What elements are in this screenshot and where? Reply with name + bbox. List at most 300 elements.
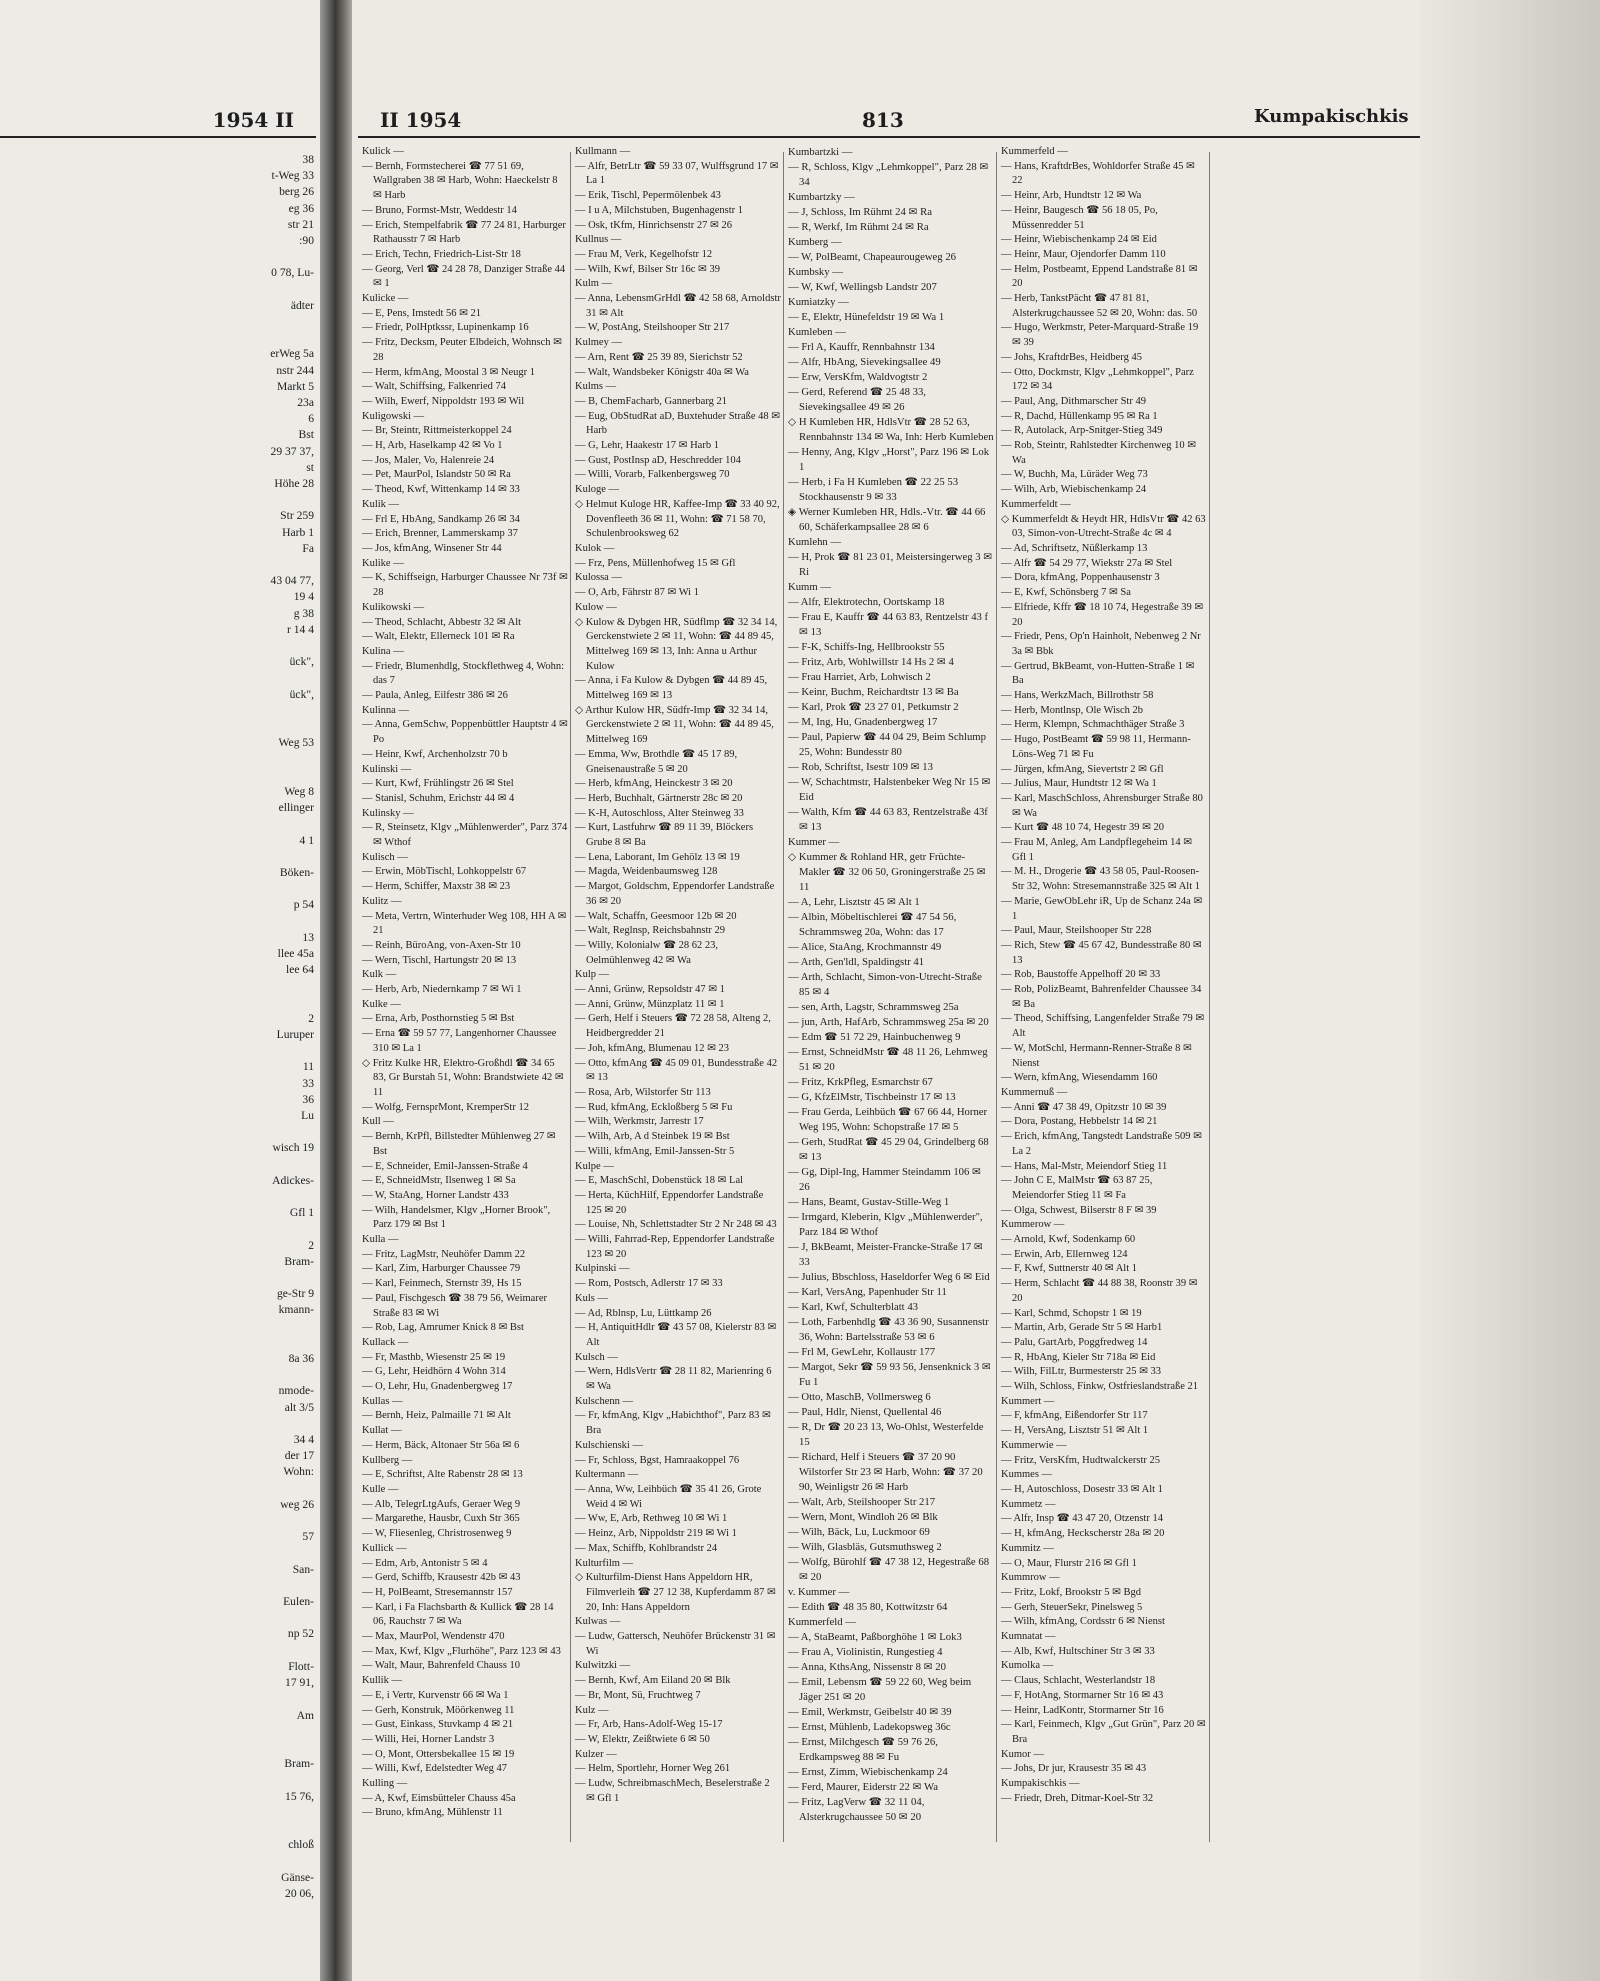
directory-entry: Kull —	[362, 1116, 394, 1128]
directory-entry: Kuloge —	[575, 484, 620, 496]
directory-entry: Kumbartzky —	[788, 191, 855, 203]
directory-entry: — Wern, kfmAng, Wiesendamm 160	[1001, 1072, 1158, 1084]
directory-entry: Kumbartzki —	[788, 146, 853, 158]
directory-entry: — Gg, Dipl-Ing, Hammer Steindamm 106 ✉ 26	[788, 1166, 981, 1193]
column-divider	[1209, 152, 1210, 1842]
directory-entry: Kulling —	[362, 1778, 408, 1790]
left-fragment-line: 4 1	[299, 833, 314, 847]
directory-entry: — Jürgen, kfmAng, Sievertstr 2 ✉ Gfl	[1001, 763, 1164, 775]
directory-entry: — Wilh, Kwf, Bilser Str 16c ✉ 39	[575, 263, 720, 275]
directory-entry: — O, Lehr, Hu, Gnadenbergweg 17	[362, 1381, 513, 1393]
directory-entry: Kultermann —	[575, 1469, 639, 1481]
directory-entry: — F-K, Schiffs-Ing, Hellbrookstr 55	[788, 641, 945, 653]
directory-entry: — E, Schriftst, Alte Rabenstr 28 ✉ 13	[362, 1469, 523, 1481]
directory-entry: — Karl, Schmd, Schopstr 1 ✉ 19	[1001, 1307, 1142, 1319]
directory-entry: — Gerh, StudRat ☎ 45 29 04, Grindelberg 68 ✉ 13	[788, 1136, 989, 1163]
directory-entry: — Paula, Anleg, Eilfestr 386 ✉ 26	[362, 690, 508, 702]
running-head: Kumpakischkis	[1254, 106, 1409, 127]
directory-entry: Kulpe —	[575, 1160, 614, 1172]
left-fragment-line: eg 36	[288, 201, 314, 215]
directory-entry: — O, Arb, Fährstr 87 ✉ Wi 1	[575, 587, 699, 599]
left-fragment-line	[2, 978, 322, 994]
left-fragment-line: g 38	[293, 606, 314, 620]
directory-entry: — Erwin, Arb, Ellernweg 124	[1001, 1248, 1128, 1260]
directory-entry: — Alfr ☎ 54 29 77, Wiekstr 27a ✉ Stel	[1001, 557, 1173, 569]
directory-entry: — W, StaAng, Horner Landstr 433	[362, 1189, 509, 1201]
left-fragment-line: st	[306, 460, 314, 474]
directory-entry: — Arth, Schlacht, Simon-von-Utrecht-Straße 85 ✉ 4	[788, 971, 982, 998]
directory-entry: — Kurt, Kwf, Frühlingstr 26 ✉ Stel	[362, 778, 514, 790]
left-fragment-line: 29 37 37,	[270, 444, 314, 458]
directory-entry: Kummert —	[1001, 1395, 1055, 1407]
left-fragment-line	[2, 1189, 322, 1205]
directory-entry: — A, Kwf, Eimsbütteler Chauss 45a	[362, 1792, 516, 1804]
directory-entry: ◇ Helmut Kuloge HR, Kaffee-Imp ☎ 33 40 92, Dovenfleeth 36 ✉ 11, Wohn: ☎ 71 58 70, Schulenbrooksweg 62	[575, 498, 780, 540]
directory-entry: — Margot, Sekr ☎ 59 93 56, Jensenknick 3 ✉ Fu 1	[788, 1361, 991, 1388]
directory-entry: — Dora, kfmAng, Poppenhausenstr 3	[1001, 572, 1160, 584]
directory-entry: — Wilh, Arb, A d Steinbek 19 ✉ Bst	[575, 1131, 730, 1143]
left-fragment-line: 13	[302, 930, 314, 944]
left-fragment-line: t-Weg 33	[271, 169, 314, 183]
directory-entry: — Palu, GartArb, Poggfredweg 14	[1001, 1336, 1148, 1348]
left-fragment-line: Harb 1	[282, 525, 314, 539]
directory-entry: — Wilh, Schloss, Finkw, Ostfrieslandstraße 21	[1001, 1381, 1199, 1393]
left-fragment-line	[2, 1772, 322, 1788]
directory-entry: — Frau M, Verk, Kegelhofstr 12	[575, 248, 713, 260]
directory-entry: Kulms —	[575, 381, 617, 393]
directory-entry: — Reinh, BüroAng, von-Axen-Str 10	[362, 939, 521, 951]
left-fragment-line	[2, 768, 322, 784]
directory-entry: — Bernh, KrPfl, Billstedter Mühlenweg 27 ✉ Bst	[362, 1131, 556, 1157]
left-fragment-line: Bst	[298, 428, 314, 442]
directory-entry: — Wilh, Bäck, Lu, Luckmoor 69	[788, 1526, 930, 1538]
directory-entry: Kulla —	[362, 1234, 399, 1246]
directory-entry: — Herb, i Fa H Kumleben ☎ 22 25 53 Stockhausenstr 9 ✉ 33	[788, 476, 959, 503]
directory-entry: — Walth, Kfm ☎ 44 63 83, Rentzelstraße 43f ✉ 13	[788, 806, 988, 833]
column-divider	[570, 152, 571, 1842]
left-fragment-line: Flott-	[288, 1659, 314, 1673]
directory-entry: — Louise, Nh, Schlettstadter Str 2 Nr 248 ✉ 43	[575, 1219, 777, 1231]
directory-entry: Kulturfilm —	[575, 1557, 634, 1569]
directory-entry: — Kurt ☎ 48 10 74, Hegestr 39 ✉ 20	[1001, 822, 1165, 834]
directory-entry: Kummernuß —	[1001, 1087, 1068, 1098]
left-fragment-line	[2, 1853, 322, 1869]
directory-entry: — Fritz, Decksm, Peuter Elbdeich, Wohnsch ✉ 28	[362, 337, 562, 363]
page-margin	[1420, 0, 1600, 1981]
directory-entry: Kulisch —	[362, 851, 408, 863]
directory-entry: — Bernh, Kwf, Am Eiland 20 ✉ Blk	[575, 1675, 731, 1687]
directory-entry: Kumiatzky —	[788, 296, 849, 308]
left-fragment-line: 20 06,	[285, 1886, 314, 1900]
left-fragment-line: 38	[302, 153, 314, 166]
directory-entry: Kulow —	[575, 601, 617, 613]
directory-entry: — Erna ☎ 59 57 77, Langenhorner Chaussee 310 ✉ La 1	[362, 1028, 557, 1054]
left-fragment-line: 19 4	[293, 590, 314, 604]
page-number: 813	[862, 108, 904, 132]
directory-entry: — M, Ing, Hu, Gnadenbergweg 17	[788, 716, 938, 728]
directory-entry: — Ferd, Maurer, Eiderstr 22 ✉ Wa	[788, 1781, 938, 1793]
directory-entry: — A, Lehr, Lisztstr 45 ✉ Alt 1	[788, 896, 920, 908]
directory-entry: — Erich, Techn, Friedrich-List-Str 18	[362, 248, 521, 260]
directory-entry: — G, Lehr, Heidhörn 4 Wohn 314	[362, 1366, 506, 1378]
directory-entry: — G, Lehr, Haakestr 17 ✉ Harb 1	[575, 440, 719, 452]
directory-entry: — R, Dachd, Hüllenkamp 95 ✉ Ra 1	[1001, 410, 1158, 422]
directory-entry: — Alb, Kwf, Hultschiner Str 3 ✉ 33	[1001, 1645, 1155, 1657]
left-page-header: 1954 II	[212, 108, 294, 132]
directory-entry: Kummerwie —	[1001, 1439, 1067, 1451]
directory-entry: — Ad, Rblnsp, Lu, Lüttkamp 26	[575, 1307, 712, 1319]
left-fragment-line: 11	[302, 1060, 314, 1074]
directory-entry: — Willy, Kolonialw ☎ 28 62 23, Oelmühlenweg 42 ✉ Wa	[575, 939, 719, 966]
directory-entry: Kulsch —	[575, 1351, 618, 1363]
directory-entry: ◇ Arthur Kulow HR, Südfr-Imp ☎ 32 34 14, Gerckenstwiete 2 ✉ 11, Wohn: ☎ 44 89 45, Mittelweg 169	[575, 704, 774, 746]
left-fragment-line	[2, 1740, 322, 1756]
directory-entry: — Frl E, HbAng, Sandkamp 26 ✉ 34	[362, 513, 520, 525]
directory-entry: — Helm, Postbeamt, Eppend Landstraße 81 ✉ 20	[1001, 263, 1198, 290]
directory-entry: — Hans, Beamt, Gustav-Stille-Weg 1	[788, 1196, 950, 1208]
left-fragment-line	[2, 557, 322, 573]
directory-entry: — Walt, Wandsbeker Königstr 40a ✉ Wa	[575, 366, 749, 378]
left-fragment-line: 34 4	[293, 1433, 314, 1447]
directory-entry: — Otto, MaschB, Vollmersweg 6	[788, 1391, 931, 1403]
left-fragment-line: 2	[308, 1011, 314, 1025]
directory-entry: — Heinr, Maur, Ojendorfer Damm 110	[1001, 248, 1166, 260]
left-fragment-line: Gfl 1	[289, 1206, 314, 1220]
directory-entry: — Karl, Feinmech, Klgv „Gut Grün", Parz 20 ✉ Bra	[1001, 1719, 1206, 1745]
directory-entry: — Bruno, Formst-Mstr, Weddestr 14	[362, 204, 517, 216]
directory-entry: — Pet, MaurPol, Islandstr 50 ✉ Ra	[362, 469, 511, 481]
left-fragment-line	[2, 1545, 322, 1561]
right-page-header-year: II 1954	[380, 108, 462, 132]
directory-entry: — Rob, Steintr, Rahlstedter Kirchenweg 10 ✉ Wa	[1001, 440, 1197, 466]
directory-entry: — Karl, MaschSchloss, Ahrensburger Straße 80 ✉ Wa	[1001, 792, 1203, 819]
directory-entry: — Rob, Lag, Amrumer Knick 8 ✉ Bst	[362, 1322, 524, 1334]
directory-entry: — Heinr, Baugesch ☎ 56 18 05, Po, Müssenredder 51	[1001, 204, 1158, 231]
left-fragment-line: np 52	[287, 1627, 314, 1641]
directory-entry: ◇ Kulow & Dybgen HR, Südflmp ☎ 32 34 14, Gerckenstwiete 2 ✉ 11, Wohn: ☎ 44 89 45, Mittelweg 169 ✉ 13, Inh: Anna u Arthur Kulow	[575, 616, 778, 672]
directory-entry: — Joh, kfmAng, Blumenau 12 ✉ 23	[575, 1042, 730, 1054]
directory-entry: — Rob, Schriftst, Isestr 109 ✉ 13	[788, 761, 933, 773]
directory-entry: — Wolfg, Bürohlf ☎ 47 38 12, Hegestraße 68 ✉ 20	[788, 1556, 990, 1583]
directory-entry: Kulikowski —	[362, 601, 425, 613]
directory-entry: — jun, Arth, HafArb, Schrammsweg 25a ✉ 20	[788, 1016, 989, 1028]
directory-entry: — H, PolBeamt, Stresemannstr 157	[362, 1586, 513, 1598]
directory-entry: ◇ Kulturfilm-Dienst Hans Appeldorn HR, Filmverleih ☎ 27 12 38, Kupferdamm 87 ✉ 20, Inh: Hans Appeldorn	[575, 1572, 776, 1613]
left-fragment-line: :90	[299, 234, 314, 248]
left-page	[0, 0, 330, 1981]
left-fragment-line: Weg 53	[278, 736, 314, 750]
directory-entry: — Herm, Bäck, Altonaer Str 56a ✉ 6	[362, 1439, 520, 1451]
directory-entry: Kulle —	[362, 1483, 399, 1495]
directory-entry: — Wern, HdlsVertr ☎ 28 11 82, Marienring 6 ✉ Wa	[575, 1366, 772, 1393]
left-fragment-line: Weg 8	[284, 784, 314, 798]
directory-entry: — W, Buchh, Ma, Lüräder Weg 73	[1001, 469, 1148, 481]
directory-entry: — Karl, i Fa Flachsbarth & Kullick ☎ 28 14 06, Rauchstr 7 ✉ Wa	[362, 1601, 554, 1628]
directory-entry: — Claus, Schlacht, Westerlandstr 18	[1001, 1675, 1156, 1687]
directory-entry: — H, AntiquitHdlr ☎ 43 57 08, Kielerstr 83 ✉ Alt	[575, 1322, 777, 1348]
directory-entry: — Elfriede, Kffr ☎ 18 10 74, Hegestraße 39 ✉ 20	[1001, 601, 1204, 628]
directory-entry: — Gerh, Helf i Steuers ☎ 72 28 58, Alteng 2, Heidbergredder 21	[575, 1013, 771, 1040]
directory-entry: — E, SchneidMstr, Ilsenweg 1 ✉ Sa	[362, 1175, 516, 1187]
left-fragment-line: nmode-	[278, 1384, 314, 1398]
directory-entry: — Walt, Reglnsp, Reichsbahnstr 29	[575, 925, 726, 937]
left-fragment-line: 33	[302, 1076, 314, 1090]
left-fragment-line: 8a 36	[288, 1352, 314, 1366]
directory-entry: — Walt, Elektr, Ellerneck 101 ✉ Ra	[362, 631, 515, 643]
left-fragment-line: ellinger	[278, 801, 314, 815]
directory-entry: — Margot, Goldschm, Eppendorfer Landstraße 36 ✉ 20	[575, 881, 775, 907]
left-header-rule	[0, 136, 316, 138]
directory-entry: — Gust, PostInsp aD, Heschredder 104	[575, 454, 741, 466]
directory-entry: — E, MaschSchl, Dobenstück 18 ✉ Lal	[575, 1175, 744, 1187]
left-fragment-line	[2, 703, 322, 719]
left-fragment-line	[2, 816, 322, 832]
directory-entry: — Wern, Mont, Windloh 26 ✉ Blk	[788, 1511, 938, 1523]
directory-entry: — Erw, VersKfm, Waldvogtstr 2	[788, 371, 928, 383]
directory-entry: — Frl A, Kauffr, Rennbahnstr 134	[788, 341, 935, 353]
directory-entry: — Herb, Montlnsp, Ole Wisch 2b	[1001, 704, 1143, 716]
directory-entry: — Herb, Buchhalt, Gärtnerstr 28c ✉ 20	[575, 792, 743, 804]
directory-entry: — G, KfzElMstr, Tischbeinstr 17 ✉ 13	[788, 1091, 956, 1103]
directory-entry: — Wilh, Arb, Wiebischenkamp 24	[1001, 484, 1147, 496]
directory-entry: — E, Schneider, Emil-Janssen-Straße 4	[362, 1160, 528, 1172]
left-fragment-line	[2, 1124, 322, 1140]
directory-entry: Kummerfeld —	[1001, 146, 1068, 157]
left-fragment-line: alt 3/5	[284, 1400, 314, 1414]
left-fragment-line	[2, 314, 322, 330]
directory-entry: — Julius, Maur, Hundtstr 12 ✉ Wa 1	[1001, 778, 1157, 790]
directory-entry: — Paul, Hdlr, Nienst, Quellental 46	[788, 1406, 942, 1418]
directory-entry: — Loth, Farbenhdlg ☎ 43 36 90, Susannenstr 36, Wohn: Bartelsstraße 53 ✉ 6	[788, 1316, 989, 1343]
left-fragment-line	[2, 995, 322, 1011]
directory-entry: — Anna, GemSchw, Poppenbüttler Hauptstr 4 ✉ Po	[362, 719, 568, 746]
directory-entry: — H, Prok ☎ 81 23 01, Meistersingerweg 3 ✉ Ri	[788, 551, 993, 578]
directory-entry: — W, Schachtmstr, Halstenbeker Weg Nr 15 ✉ Eid	[788, 776, 991, 803]
directory-entry: Kullick —	[362, 1542, 407, 1554]
left-fragment-line: wisch 19	[272, 1141, 314, 1155]
directory-entry: — Richard, Helf i Steuers ☎ 37 20 90 Wilstorfer Str 23 ✉ Harb, Wohn: ☎ 37 20 90, Weinligstr 26 ✉ Harb	[788, 1451, 983, 1493]
directory-entry: — W, Kwf, Wellingsb Landstr 207	[788, 281, 937, 293]
left-fragment-line: weg 26	[280, 1497, 314, 1511]
directory-entry: — O, Mont, Ottersbekallee 15 ✉ 19	[362, 1748, 515, 1760]
directory-entry: — Erich, Brenner, Lammerskamp 37	[362, 528, 518, 540]
directory-entry: — Willi, kfmAng, Emil-Janssen-Str 5	[575, 1145, 735, 1157]
directory-entry: — Alb, TelegrLtgAufs, Geraer Weg 9	[362, 1498, 521, 1510]
directory-entry: — A, StaBeamt, Paßborghöhe 1 ✉ Lok3	[788, 1631, 962, 1643]
left-fragment-line: 15 76,	[285, 1789, 314, 1803]
directory-entry: — Johs, KraftdrBes, Heidberg 45	[1001, 351, 1142, 363]
directory-entry: Kulke —	[362, 998, 401, 1010]
directory-entry: — Willi, Vorarb, Falkenbergsweg 70	[575, 469, 730, 481]
directory-entry: ◇ H Kumleben HR, HdlsVtr ☎ 28 52 63, Rennbahnstr 134 ✉ Wa, Inh: Herb Kumleben	[788, 416, 994, 443]
left-fragment-line: Str 259	[280, 509, 314, 523]
directory-entry: Kulwitzki —	[575, 1660, 631, 1672]
directory-entry: — Herb, TankstPächt ☎ 47 81 81, Alsterkrugchaussee 52 ✉ 20, Wohn: das. 50	[1001, 293, 1198, 319]
directory-entry: v. Kummer —	[788, 1586, 850, 1598]
directory-entry: — Ad, Schriftsetz, Nüßlerkamp 13	[1001, 542, 1148, 554]
directory-entry: — Magda, Weidenbaumsweg 128	[575, 866, 718, 878]
directory-entry: Kulike —	[362, 557, 404, 569]
left-fragment-line: Höhe 28	[274, 477, 314, 491]
directory-entry: — Anna, Ww, Leihbüch ☎ 35 41 26, Grote Weid 4 ✉ Wi	[575, 1483, 762, 1510]
directory-entry: — F, HotAng, Stormarner Str 16 ✉ 43	[1001, 1689, 1164, 1701]
directory-entry: — F, Kwf, Suttnerstr 40 ✉ Alt 1	[1001, 1263, 1138, 1275]
directory-entry: Kulwas —	[575, 1616, 621, 1628]
directory-entry: — Wilh, FilLtr, Burmesterstr 25 ✉ 33	[1001, 1366, 1162, 1378]
directory-entry: — Heinr, Wiebischenkamp 24 ✉ Eid	[1001, 234, 1157, 246]
directory-entry: — Arth, Gen'ldl, Spaldingstr 41	[788, 956, 925, 968]
directory-entry: — Theod, Schiffsing, Langenfelder Straße 79 ✉ Alt	[1001, 1013, 1205, 1040]
directory-entry: — Gerd, Schiffb, Krausestr 42b ✉ 43	[362, 1572, 521, 1584]
directory-entry: — Otto, Dockmstr, Klgv „Lehmkoppel", Parz 172 ✉ 34	[1001, 366, 1194, 393]
left-fragment-line: Wohn:	[283, 1465, 314, 1479]
directory-entry: — Rich, Stew ☎ 45 67 42, Bundesstraße 80 ✉ 13	[1001, 939, 1202, 966]
directory-entry: — Heinz, Arb, Nippoldstr 219 ✉ Wi 1	[575, 1528, 737, 1540]
directory-entry: — Herta, KüchHilf, Eppendorfer Landstraße 125 ✉ 20	[575, 1189, 764, 1216]
directory-entry: — Bernh, Formstecherei ☎ 77 51 69, Wallgraben 38 ✉ Harb, Wohn: Haeckelstr 8 ✉ Harb	[362, 160, 558, 202]
directory-entry: Kullmann —	[575, 146, 631, 157]
directory-entry: — Fritz, Arb, Wohlwillstr 14 Hs 2 ✉ 4	[788, 656, 954, 668]
directory-entry: — Friedr, Dreh, Ditmar-Koel-Str 32	[1001, 1792, 1154, 1804]
left-fragment-line	[2, 1578, 322, 1594]
book-gutter	[320, 0, 354, 1981]
directory-entry: — Gertrud, BkBeamt, von-Hutten-Straße 1 ✉ Ba	[1001, 660, 1195, 687]
directory-entry: — Friedr, Blumenhdlg, Stockflethweg 4, Wohn: das 7	[362, 660, 565, 687]
directory-entry: Kullat —	[362, 1425, 402, 1437]
directory-entry: Kummes —	[1001, 1469, 1053, 1481]
left-fragment-line	[2, 1691, 322, 1707]
directory-entry: — Emma, Ww, Brothdle ☎ 45 17 89, Gneisenaustraße 5 ✉ 20	[575, 748, 738, 775]
directory-entry: — O, Maur, Flurstr 216 ✉ Gfl 1	[1001, 1557, 1137, 1569]
directory-entry: — K, Schiffseign, Harburger Chaussee Nr 73f ✉ 28	[362, 572, 568, 599]
directory-entry: — Fritz, KrkPfleg, Esmarchstr 67	[788, 1076, 933, 1088]
directory-entry: — Karl, Zim, Harburger Chaussee 79	[362, 1263, 521, 1275]
directory-entry: — K-H, Autoschloss, Alter Steinweg 33	[575, 807, 744, 819]
directory-entry: Kulzer —	[575, 1748, 617, 1760]
directory-column-2	[575, 145, 781, 1806]
left-fragment-line	[2, 1724, 322, 1740]
directory-entry: — Jos, Maler, Vo, Halenreie 24	[362, 454, 495, 466]
left-fragment-line: 6	[308, 412, 314, 426]
directory-entry: — Theod, Kwf, Wittenkamp 14 ✉ 33	[362, 484, 520, 496]
directory-entry: — Fr, kfmAng, Klgv „Habichthof", Parz 83 ✉ Bra	[575, 1410, 771, 1437]
directory-entry: Kullack —	[362, 1336, 409, 1348]
directory-entry: — Edm ☎ 51 72 29, Hainbuchenweg 9	[788, 1031, 961, 1043]
directory-entry: — J, BkBeamt, Meister-Francke-Straße 17 ✉ 33	[788, 1241, 983, 1268]
left-fragment-line	[2, 881, 322, 897]
left-fragment-line: Bram-	[284, 1254, 314, 1268]
directory-entry: — Max, Kwf, Klgv „Flurhöhe", Parz 123 ✉ 43	[362, 1645, 561, 1657]
left-fragment-line: r 14 4	[286, 622, 314, 636]
directory-entry: — Gust, Einkass, Stuvkamp 4 ✉ 21	[362, 1719, 514, 1731]
directory-entry: Kulp —	[575, 969, 610, 981]
directory-entry: — Paul, Papierw ☎ 44 04 29, Beim Schlump 25, Wohn: Bundesstr 80	[788, 731, 986, 758]
directory-entry: Kummerow —	[1001, 1219, 1065, 1231]
directory-entry: — Erna, Arb, Posthornstieg 5 ✉ Bst	[362, 1013, 515, 1025]
directory-entry: Kumbsky —	[788, 266, 843, 278]
directory-entry: — R, HbAng, Kieler Str 718a ✉ Eid	[1001, 1351, 1156, 1363]
directory-entry: — Karl, Prok ☎ 23 27 01, Petkumstr 2	[788, 701, 959, 713]
directory-entry: Kummerfeldt —	[1001, 498, 1071, 510]
directory-entry: Kulinsky —	[362, 807, 414, 819]
left-fragment-line: Eulen-	[283, 1595, 314, 1609]
directory-entry: Kullnus —	[575, 234, 622, 246]
directory-entry: Kulitz —	[362, 895, 402, 907]
directory-entry: — Dora, Postang, Hebbelstr 14 ✉ 21	[1001, 1116, 1158, 1128]
left-fragment-line	[2, 492, 322, 508]
left-fragment-line	[2, 1805, 322, 1821]
directory-entry: — Willi, Fahrrad-Rep, Eppendorfer Landstraße 123 ✉ 20	[575, 1234, 775, 1260]
directory-entry: — Wilh, Handelsmer, Klgv „Horner Brook", Parz 179 ✉ Bst 1	[362, 1204, 551, 1231]
directory-entry: — Ernst, Zimm, Wiebischenkamp 24	[788, 1766, 948, 1778]
directory-entry: — Willi, Kwf, Edelstedter Weg 47	[362, 1763, 508, 1775]
left-fragment-line	[2, 1481, 322, 1497]
directory-entry: — Olga, Schwest, Bilserstr 8 F ✉ 39	[1001, 1204, 1157, 1216]
left-fragment-line: 17 91,	[285, 1676, 314, 1690]
left-fragment-line: kmann-	[278, 1303, 314, 1317]
directory-entry: Kulschenn —	[575, 1395, 634, 1407]
directory-entry: Kummitz —	[1001, 1542, 1054, 1554]
left-fragment-line	[2, 1513, 322, 1529]
directory-entry: Kulz —	[575, 1704, 609, 1716]
directory-entry: — Fritz, LagVerw ☎ 32 11 04, Alsterkrugchaussee 50 ✉ 20	[788, 1796, 925, 1823]
directory-entry: ◇ Fritz Kulke HR, Elektro-Großhdl ☎ 34 65 83, Gr Burstah 51, Wohn: Brandstwiete 42 ✉ 11	[362, 1057, 564, 1098]
directory-entry: — W, Fliesenleg, Christrosenweg 9	[362, 1528, 512, 1540]
directory-entry: — Walt, Arb, Steilshooper Str 217	[788, 1496, 936, 1508]
directory-entry: — Erwin, MöbTischl, Lohkoppelstr 67	[362, 866, 527, 878]
directory-entry: — Anni, Grünw, Repsoldstr 47 ✉ 1	[575, 984, 725, 996]
directory-entry: — Anna, LebensmGrHdl ☎ 42 58 68, Arnoldstr 31 ✉ Alt	[575, 293, 781, 319]
directory-entry: — Eug, ObStudRat aD, Buxtehuder Straße 48 ✉ Harb	[575, 410, 781, 437]
column-divider	[996, 152, 997, 1842]
directory-entry: Kulik —	[362, 498, 400, 510]
directory-entry: — Frau E, Kauffr ☎ 44 63 83, Rentzelstr 43 f ✉ 13	[788, 611, 989, 638]
directory-columns	[362, 145, 1420, 1945]
directory-entry: — Ludw, Gattersch, Neuhöfer Brückenstr 31 ✉ Wi	[575, 1631, 776, 1657]
directory-entry: — Heinr, Arb, Hundtstr 12 ✉ Wa	[1001, 190, 1142, 202]
directory-entry: — Fritz, LagMstr, Neuhöfer Damm 22	[362, 1248, 526, 1260]
left-page-fragments	[2, 152, 322, 1902]
directory-entry: — H, VersAng, Lisztstr 51 ✉ Alt 1	[1001, 1425, 1149, 1437]
directory-entry: Kumpakischkis —	[1001, 1778, 1080, 1790]
directory-entry: — John C E, MalMstr ☎ 63 87 25, Meiendorfer Stieg 11 ✉ Fa	[1001, 1175, 1153, 1201]
left-fragment-line	[2, 1270, 322, 1286]
directory-entry: — E, i Vertr, Kurvenstr 66 ✉ Wa 1	[362, 1689, 509, 1701]
directory-entry: — Wilh, Werkmstr, Jarrestr 17	[575, 1116, 704, 1128]
directory-entry: — E, Elektr, Hünefeldstr 19 ✉ Wa 1	[788, 311, 945, 323]
directory-entry: — H, Arb, Haselkamp 42 ✉ Vo 1	[362, 440, 503, 452]
directory-entry: Kulinna —	[362, 704, 409, 716]
left-fragment-line	[2, 671, 322, 687]
directory-column-3	[788, 145, 994, 1825]
left-fragment-line	[2, 849, 322, 865]
directory-entry: — Friedr, PolHptkssr, Lupinenkamp 16	[362, 322, 529, 334]
directory-entry: Kummer —	[788, 836, 840, 848]
column-divider	[783, 152, 784, 1842]
directory-entry: — B, ChemFacharb, Gannerbarg 21	[575, 395, 728, 407]
directory-entry: — Herm, Klempn, Schmachthäger Straße 3	[1001, 719, 1185, 731]
directory-entry: — Otto, kfmAng ☎ 45 09 01, Bundesstraße 42 ✉ 13	[575, 1057, 778, 1084]
left-fragment-line: Lu	[301, 1108, 314, 1122]
directory-entry: — Heinr, Kwf, Archenholzstr 70 b	[362, 748, 508, 760]
left-fragment-line: 2	[308, 1238, 314, 1252]
directory-entry: — Karl, Kwf, Schulterblatt 43	[788, 1301, 919, 1313]
directory-entry: — Br, Mont, Sü, Fruchtweg 7	[575, 1689, 701, 1701]
directory-entry: — Anni, Grünw, Münzplatz 11 ✉ 1	[575, 998, 725, 1010]
left-fragment-line: ädter	[290, 298, 314, 312]
directory-entry: — Kurt, Lastfuhrw ☎ 89 11 39, Blöckers Grube 8 ✉ Ba	[575, 822, 754, 849]
directory-entry: — Alfr, BetrLtr ☎ 59 33 07, Wulffsgrund 17 ✉ La 1	[575, 160, 779, 187]
